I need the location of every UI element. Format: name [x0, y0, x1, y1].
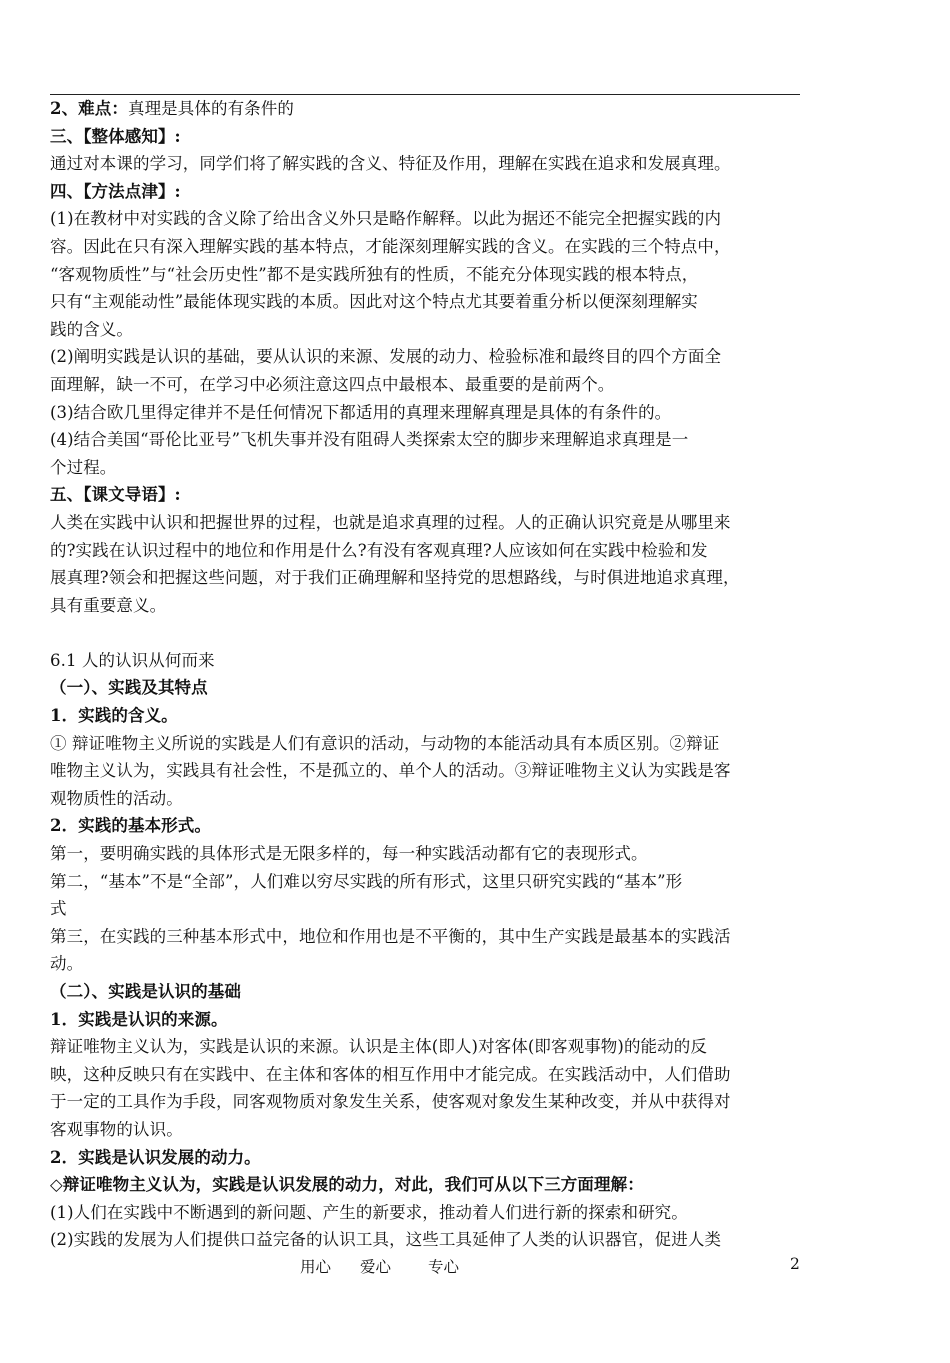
line-text: 第一，要明确实践的具体形式是无限多样的，每一种实践活动都有它的表现形式。: [50, 844, 648, 864]
line-text: ① 辩证唯物主义所说的实践是人们有意识的活动，与动物的本能活动具有本质区别。②辩证: [50, 733, 720, 753]
line-text: 第二，“基本”不是“全部”，人们难以穷尽实践的所有形式，这里只研究实践的“基本”形: [50, 871, 683, 891]
line-text: 动。: [50, 954, 84, 974]
text-line: [50, 840, 810, 868]
bold-heading: 四、【方法点津】:: [50, 181, 181, 201]
bold-heading: ◇辩证唯物主义认为，实践是认识发展的动力，对此，我们可从以下三方面理解：: [50, 1175, 644, 1195]
text-line: [50, 1033, 810, 1061]
text-line: [50, 564, 810, 592]
text-line: [50, 454, 810, 482]
text-line: [50, 702, 810, 730]
text-line: [50, 261, 810, 289]
text-line: [50, 123, 810, 151]
line-text: “客观物质性”与“社会历史性”都不是实践所独有的性质，不能充分体现实践的根本特点，: [50, 264, 699, 284]
text-line: [50, 150, 810, 178]
text-line: [50, 178, 810, 206]
text-line: [50, 288, 810, 316]
page-footer: [0, 1255, 950, 1279]
text-line: [50, 978, 810, 1006]
line-text: (1)在教材中对实践的含义除了给出含义外只是略作解释。以此为据还不能完全把握实践的内: [50, 209, 722, 229]
text-line: [50, 1006, 810, 1034]
line-text: 于一定的工具作为手段，同客观物质对象发生关系，使客观对象发生某种改变，并从中获得对: [50, 1092, 731, 1112]
text-line: [50, 1116, 810, 1144]
line-text: 6.1 人的认识从何而来: [50, 650, 215, 670]
bold-heading: 2、难点：: [50, 99, 128, 118]
bold-heading: 2．实践是认识发展的动力。: [50, 1147, 261, 1167]
line-text: 只有“主观能动性”最能体现实践的本质。因此对这个特点尤其要着重分析以便深刻理解实: [50, 292, 698, 312]
line-text: 真理是具体的有条件的: [127, 99, 294, 118]
page-number: 2: [790, 1255, 800, 1273]
line-text: 践的含义。: [50, 319, 133, 339]
text-line: [50, 316, 810, 344]
bold-heading: 1．实践的含义。: [50, 706, 178, 726]
line-text: 个过程。: [50, 457, 117, 477]
line-text: 通过对本课的学习，同学们将了解实践的含义、特征及作用，理解在实践在追求和发展真理。: [50, 154, 731, 174]
text-line: [50, 1171, 810, 1199]
text-line: [50, 1144, 810, 1172]
text-line: [50, 757, 810, 785]
bold-heading: 1．实践是认识的来源。: [50, 1009, 228, 1029]
text-line: [50, 950, 810, 978]
line-text: 辩证唯物主义认为，实践是认识的来源。认识是主体(即人)对客体(即客观事物)的能动的反: [50, 1037, 707, 1057]
bold-heading: 2．实践的基本形式。: [50, 816, 211, 836]
bold-heading: 五、【课文导语】:: [50, 485, 181, 505]
line-text: 人类在实践中认识和把握世界的过程，也就是追求真理的过程。人的正确认识究竟是从哪里来: [50, 512, 731, 532]
text-line: [50, 95, 810, 123]
line-text: 客观事物的认识。: [50, 1119, 183, 1139]
text-line: [50, 1061, 810, 1089]
line-text: (4)结合美国“哥伦比亚号”飞机失事并没有阻碍人类探索太空的脚步来理解追求真理是一: [50, 430, 689, 450]
bold-heading: 三、【整体感知】:: [50, 126, 181, 146]
text-line: [50, 509, 810, 537]
text-line: [50, 343, 810, 371]
line-text: 唯物主义认为，实践具有社会性，不是孤立的、单个人的活动。③辩证唯物主义认为实践是客: [50, 761, 731, 781]
footer-text-right: 专心: [428, 1258, 460, 1276]
text-line: [50, 371, 810, 399]
text-line: [50, 537, 810, 565]
text-line: [50, 1088, 810, 1116]
text-line: [50, 647, 810, 675]
line-text: 观物质性的活动。: [50, 788, 183, 808]
bold-heading: （一）、实践及其特点: [50, 678, 208, 698]
document-body: [50, 95, 810, 1254]
line-text: 的?实践在认识过程中的地位和作用是什么?有没有客观真理?人应该如何在实践中检验和发: [50, 540, 708, 560]
text-line: [50, 399, 810, 427]
line-text: 式: [50, 899, 67, 919]
text-line: [50, 481, 810, 509]
text-line: [50, 785, 810, 813]
text-line: [50, 812, 810, 840]
line-text: 映，这种反映只有在实践中、在主体和客体的相互作用中才能完成。在实践活动中，人们借助: [50, 1064, 731, 1084]
line-text: 第三，在实践的三种基本形式中，地位和作用也是不平衡的，其中生产实践是最基本的实践活: [50, 926, 731, 946]
text-line: [50, 426, 810, 454]
text-line: [50, 592, 810, 620]
line-text: (3)结合欧几里得定律并不是任何情况下都适用的真理来理解真理是具体的有条件的。: [50, 402, 672, 422]
text-line: [50, 1226, 810, 1254]
footer-text-left: 用心: [300, 1258, 332, 1276]
line-text: 面理解，缺一不可，在学习中必须注意这四点中最根本、最重要的是前两个。: [50, 374, 615, 394]
text-line: [50, 619, 810, 647]
text-line: [50, 205, 810, 233]
text-line: [50, 895, 810, 923]
text-line: [50, 923, 810, 951]
line-text: (2)阐明实践是认识的基础，要从认识的来源、发展的动力、检验标准和最终目的四个方面全: [50, 347, 722, 367]
text-line: [50, 674, 810, 702]
line-text: 具有重要意义。: [50, 595, 167, 615]
line-text: 容。因此在只有深入理解实践的基本特点，才能深刻理解实践的含义。在实践的三个特点中，: [50, 236, 731, 256]
text-line: [50, 730, 810, 758]
line-text: (2)实践的发展为人们提供口益完备的认识工具，这些工具延伸了人类的认识器官，促进人类: [50, 1230, 722, 1250]
text-line: [50, 233, 810, 261]
bold-heading: （二）、实践是认识的基础: [50, 982, 241, 1001]
line-text: (1)人们在实践中不断遇到的新问题、产生的新要求，推动着人们进行新的探索和研究。: [50, 1202, 688, 1222]
line-text: 展真理?领会和把握这些问题，对于我们正确理解和坚持党的思想路线，与时俱进地追求真理，: [50, 568, 740, 588]
text-line: [50, 1199, 810, 1227]
footer-text-middle: 爱心: [360, 1258, 392, 1276]
text-line: [50, 868, 810, 896]
